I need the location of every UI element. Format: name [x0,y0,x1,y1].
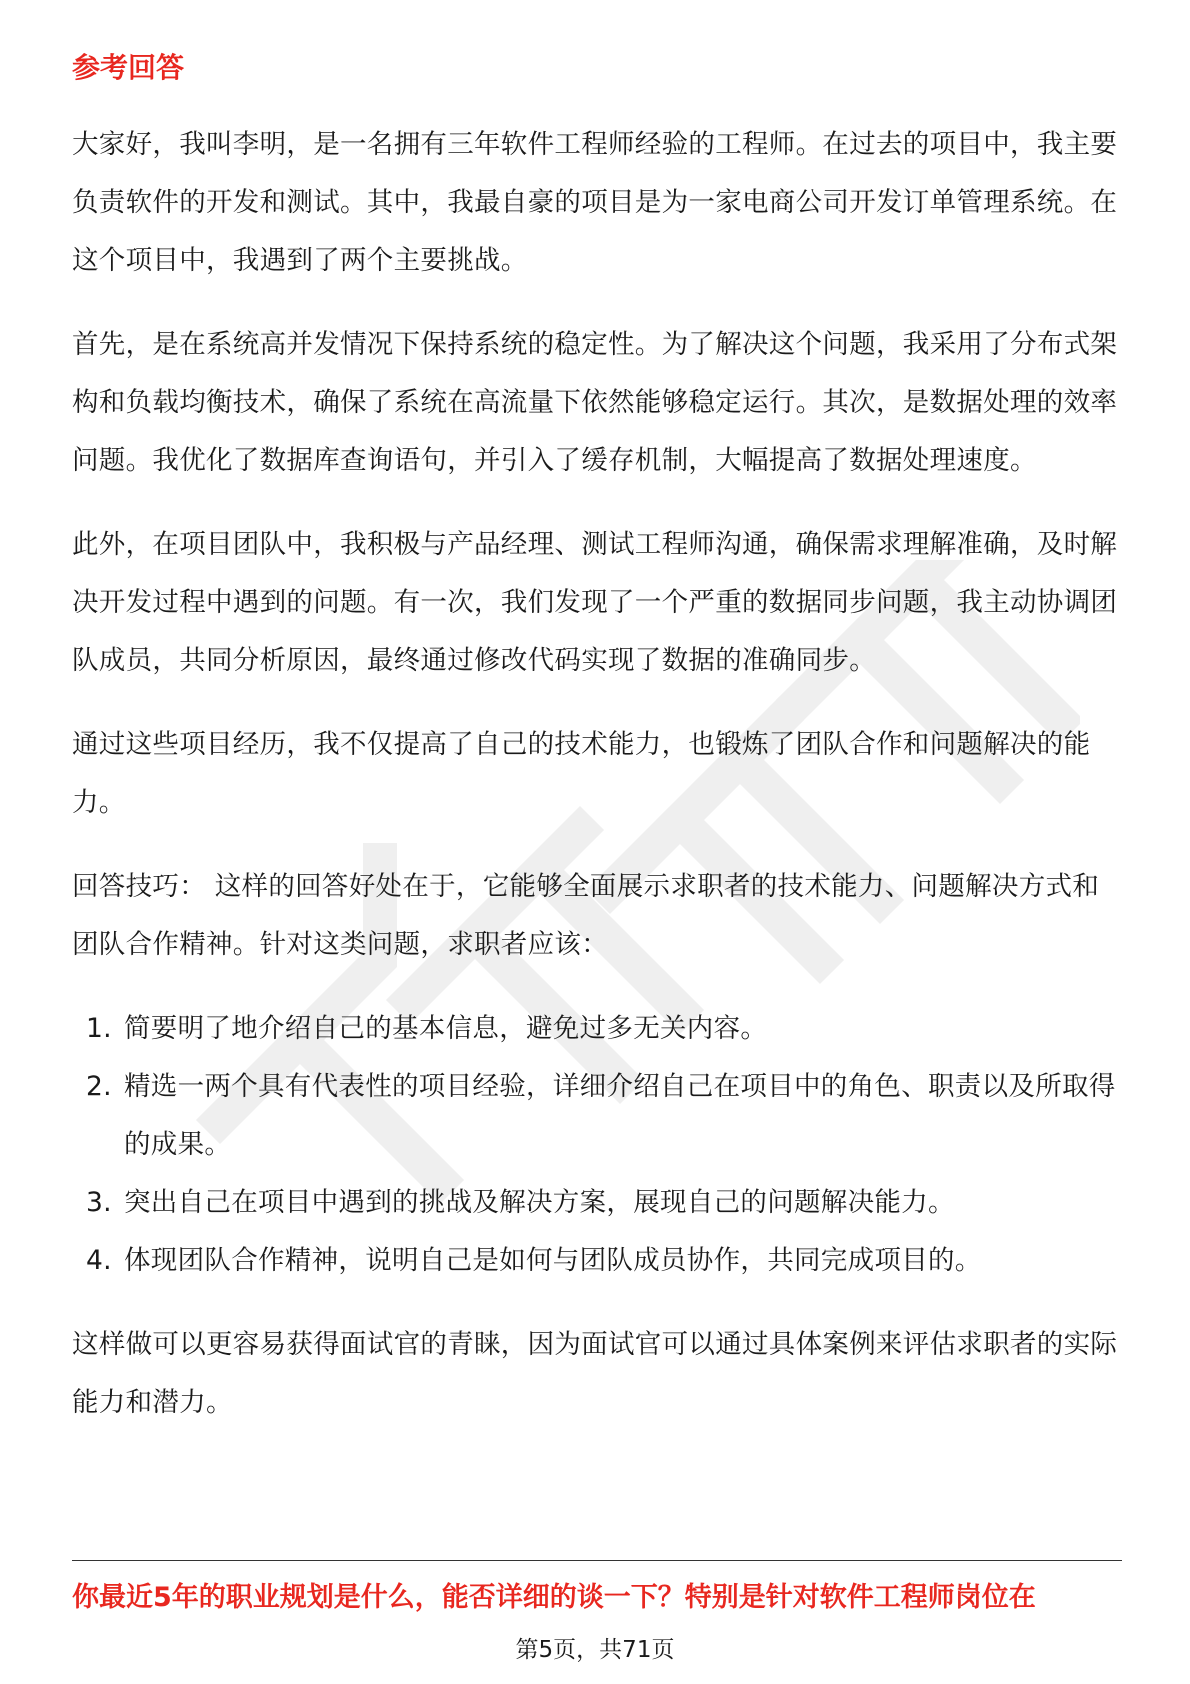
list-text: 精选一两个具有代表性的项目经验，详细介绍自己在项目中的角色、职责以及所取得的成果。 [124,1071,1116,1160]
answer-paragraph-2: 首先，是在系统高并发情况下保持系统的稳定性。为了解决这个问题，我采用了分布式架构和负载均衡技术，确保了系统在高流量下依然能够稳定运行。其次，是数据处理的效率问题。我优化了数据库查询语句，并引入了缓存机制，大幅提高了数据处理速度。 [72,329,1118,476]
closing-paragraph: 这样做可以更容易获得面试官的青睐，因为面试官可以通过具体案例来评估求职者的实际能力和潜力。 [72,1329,1118,1418]
list-text: 突出自己在项目中遇到的挑战及解决方案，展现自己的问题解决能力。 [124,1187,955,1218]
tips-list [72,1000,1118,1290]
list-text: 简要明了地介绍自己的基本信息，避免过多无关内容。 [124,1013,768,1044]
answer-paragraph-3: 此外，在项目团队中，我积极与产品经理、测试工程师沟通，确保需求理解准确，及时解决开发过程中遇到的问题。有一次，我们发现了一个严重的数据同步问题，我主动协调团队成员，共同分析原因，最终通过修改代码实现了数据的准确同步。 [72,529,1118,676]
next-question-heading: 你最近5年的职业规划是什么，能否详细的谈一下？特别是针对软件工程师岗位在 [72,1582,1036,1613]
list-item [72,1000,1118,1058]
list-number: 1. [86,1013,112,1044]
section-title: 参考回答 [72,51,185,84]
page-number-footer: 第5页，共71页 [515,1637,675,1663]
list-number: 3. [86,1187,112,1218]
list-item [72,1058,1118,1174]
answer-paragraph-4: 通过这些项目经历，我不仅提高了自己的技术能力，也锻炼了团队合作和问题解决的能力。 [72,729,1091,818]
tips-intro-paragraph: 回答技巧： 这样的回答好处在于，它能够全面展示求职者的技术能力、问题解决方式和团队合作精神。针对这类问题，求职者应该： [72,871,1100,960]
answer-paragraph-1: 大家好，我叫李明，是一名拥有三年软件工程师经验的工程师。在过去的项目中，我主要负责软件的开发和测试。其中，我最自豪的项目是为一家电商公司开发订单管理系统。在这个项目中，我遇到了两个主要挑战。 [72,129,1118,276]
document-body [72,48,1118,1458]
section-divider [72,1560,1122,1561]
list-text: 体现团队合作精神，说明自己是如何与团队成员协作，共同完成项目的。 [124,1245,982,1276]
list-item [72,1174,1118,1232]
list-item [72,1232,1118,1290]
list-number: 4. [86,1245,112,1276]
list-number: 2. [86,1071,112,1102]
